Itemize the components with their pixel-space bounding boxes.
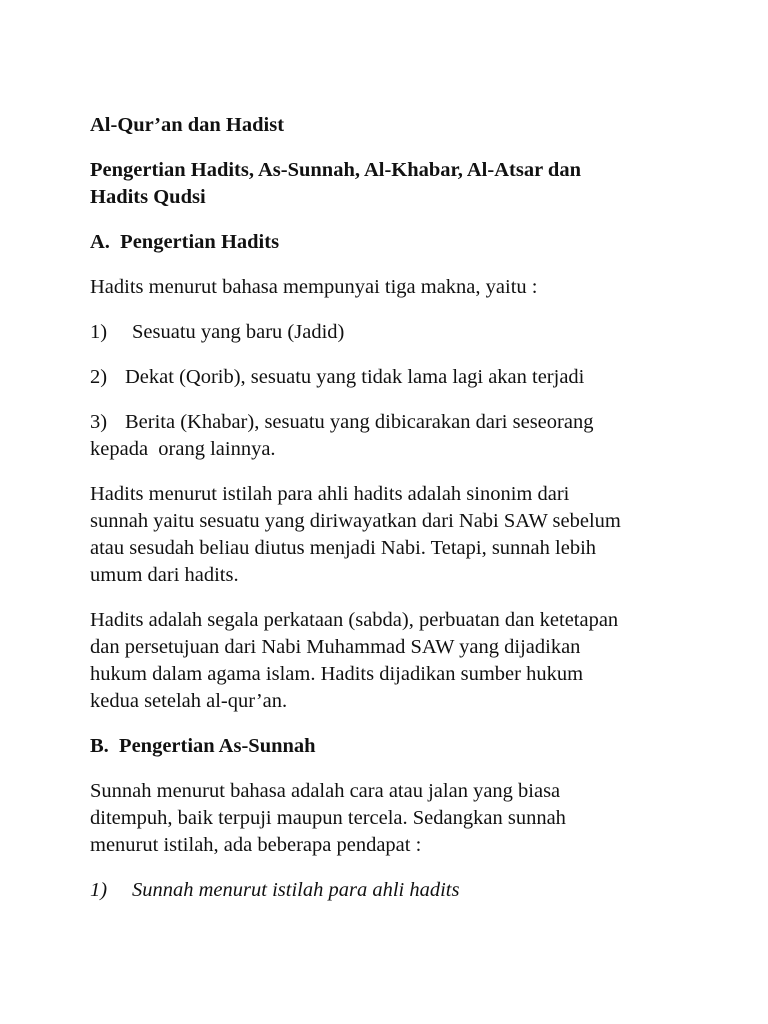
paragraph [90,481,730,589]
list-number: 1) [90,321,108,343]
list-item [90,319,730,346]
document-title: Al-Qur’an dan Hadist [90,114,285,136]
list-item [90,409,730,463]
paragraph-line: ditempuh, baik terpuji maupun tercela. Sedangkan sunnah [90,807,566,829]
list-item [90,877,730,904]
title-block [90,112,730,139]
list-text: Sunnah menurut istilah para ahli hadits [132,879,460,901]
paragraph-line: umum dari hadits. [90,564,239,586]
list-text: Dekat (Qorib), sesuatu yang tidak lama lagi akan terjadi [125,366,585,388]
list-text: Sesuatu yang baru (Jadid) [132,321,345,343]
paragraph-line: menurut istilah, ada beberapa pendapat : [90,834,422,856]
paragraph [90,607,730,715]
paragraph-line: Hadits adalah segala perkataan (sabda), perbuatan dan ketetapan [90,609,619,631]
section-b-heading-block [90,733,730,760]
subtitle-line-2: Hadits Qudsi [90,186,206,208]
paragraph-line: kedua setelah al-qur’an. [90,690,288,712]
paragraph-line: hukum dalam agama islam. Hadits dijadikan sumber hukum [90,663,584,685]
paragraph-line: sunnah yaitu sesuatu yang diriwayatkan dari Nabi SAW sebelum [90,510,621,532]
paragraph-line: atau sesudah beliau diutus menjadi Nabi. Tetapi, sunnah lebih [90,537,597,559]
list-text-continued: kepada orang lainnya. [90,438,276,460]
paragraph-line: Hadits menurut istilah para ahli hadits adalah sinonim dari [90,483,570,505]
document-page [90,112,730,922]
paragraph-line: dan persetujuan dari Nabi Muhammad SAW yang dijadikan [90,636,581,658]
section-a-heading: A. Pengertian Hadits [90,231,280,253]
section-a-intro: Hadits menurut bahasa mempunyai tiga makna, yaitu : [90,276,538,298]
list-number: 3) [90,411,108,433]
list-number: 2) [90,366,108,388]
subtitle-line-1: Pengertian Hadits, As-Sunnah, Al-Khabar, Al-Atsar dan [90,159,581,181]
section-b-heading: B. Pengertian As-Sunnah [90,735,316,757]
section-a-heading-block [90,229,730,256]
section-a-intro-block [90,274,730,301]
list-item [90,364,730,391]
paragraph-line: Sunnah menurut bahasa adalah cara atau jalan yang biasa [90,780,561,802]
list-number: 1) [90,879,108,901]
list-text: Berita (Khabar), sesuatu yang dibicarakan dari seseorang [125,411,594,433]
subtitle-block [90,157,730,211]
paragraph [90,778,730,859]
